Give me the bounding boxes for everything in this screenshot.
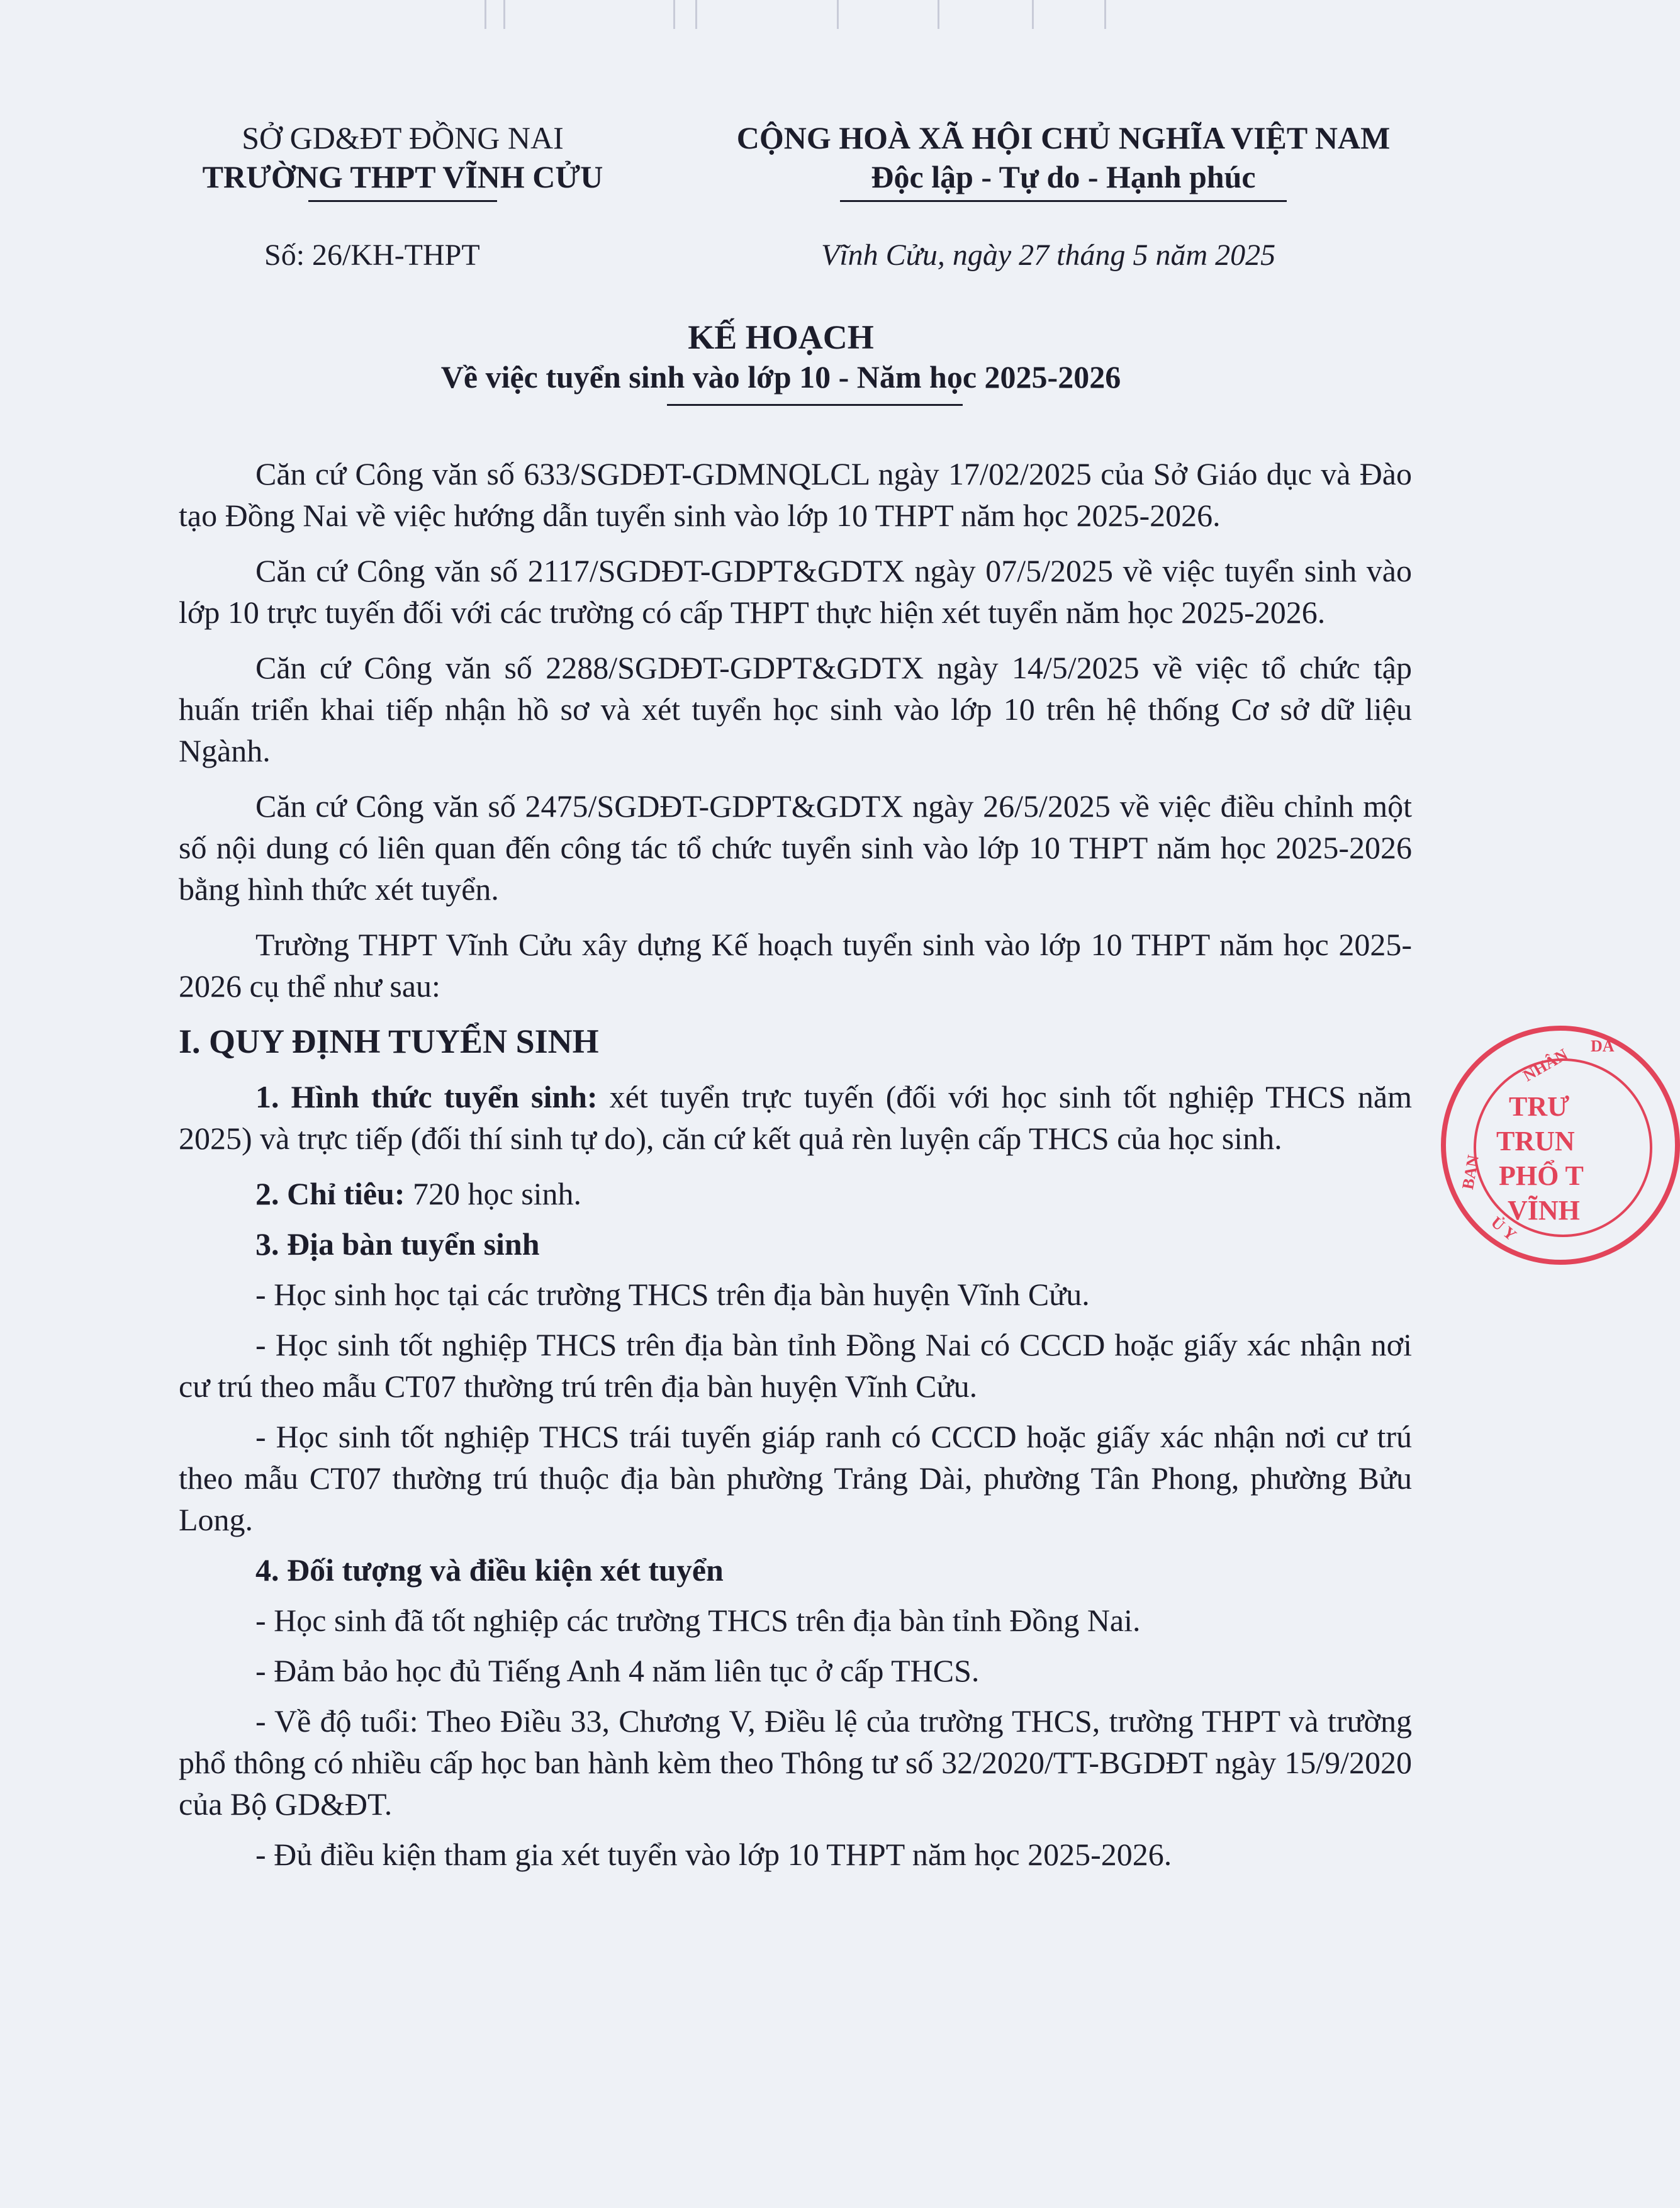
- seal-ring-text: BAN: [1458, 1153, 1483, 1191]
- eligibility-bullet: - Về độ tuổi: Theo Điều 33, Chương V, Điều lệ của trường THCS, trường THPT và trường phổ thông có nhiều cấp học ban hành kèm theo Thông tư số 32/2020/TT-BGDĐT ngày 15/9/2020 của Bộ GD&ĐT.: [179, 1703, 1412, 1822]
- document-subtitle: Về việc tuyển sinh vào lớp 10 - Năm học 2025-2026: [440, 359, 1121, 395]
- country-name: CỘNG HOÀ XÃ HỘI CHỦ NGHĨA VIỆT NAM: [736, 120, 1391, 155]
- legal-basis-3: Căn cứ Công văn số 2288/SGDĐT-GDPT&GDTX ngày 14/5/2025 về việc tổ chức tập huấn triển khai tiếp nhận hồ sơ và xét tuyển học sinh vào lớp 10 trên hệ thống Cơ sở dữ liệu Ngành.: [179, 650, 1412, 768]
- issuer-school: TRƯỜNG THPT VĨNH CỬU: [202, 159, 603, 194]
- document-body: [179, 453, 1412, 1884]
- area-bullet: - Học sinh học tại các trường THCS trên địa bàn huyện Vĩnh Cửu.: [255, 1277, 1090, 1312]
- item-admission-method: [179, 1076, 1412, 1159]
- issuer-underline: [308, 200, 497, 202]
- motto-underline: [840, 200, 1287, 202]
- item-label: 2. Chỉ tiêu:: [255, 1176, 405, 1211]
- seal-text: VĨNH: [1508, 1195, 1580, 1226]
- section-heading: I. QUY ĐỊNH TUYỂN SINH: [179, 1023, 599, 1060]
- issuer-department: SỞ GD&ĐT ĐỒNG NAI: [242, 120, 564, 155]
- subtitle-underline: [667, 404, 963, 406]
- area-bullet: - Học sinh tốt nghiệp THCS trái tuyến giáp ranh có CCCD hoặc giấy xác nhận nơi cư trú theo mẫu CT07 thường trú thuộc địa bàn phường Trảng Dài, phường Tân Phong, phường Bửu Long.: [179, 1419, 1412, 1537]
- item-quota: [179, 1173, 1412, 1214]
- seal-text: PHỔ T: [1499, 1160, 1584, 1191]
- item-text: xét tuyển trực tuyến (đối với học sinh tốt nghiệp THCS năm 2025) và trực tiếp (đối thí sinh tự do), căn cứ kết quả rèn luyện cấp THCS của học sinh.: [179, 1079, 1412, 1156]
- item-area-heading: 3. Địa bàn tuyển sinh: [255, 1226, 540, 1262]
- seal-text: TRUN: [1496, 1126, 1575, 1157]
- issuer-block: [151, 118, 654, 202]
- seal-ring-text: Ủ Y: [1487, 1213, 1520, 1245]
- eligibility-bullet: - Đủ điều kiện tham gia xét tuyển vào lớp 10 THPT năm học 2025-2026.: [255, 1837, 1172, 1872]
- item-eligibility-heading: 4. Đối tượng và điều kiện xét tuyển: [255, 1552, 724, 1588]
- national-motto-block: [680, 118, 1447, 202]
- legal-basis-1: Căn cứ Công văn số 633/SGDĐT-GDMNQLCL ngày 17/02/2025 của Sở Giáo dục và Đào tạo Đồng Nai về việc hướng dẫn tuyển sinh vào lớp 10 THPT năm học 2025-2026.: [179, 456, 1412, 533]
- eligibility-bullet: - Đảm bảo học đủ Tiếng Anh 4 năm liên tục ở cấp THCS.: [255, 1653, 980, 1688]
- item-text: 720 học sinh.: [405, 1176, 582, 1211]
- legal-basis-4: Căn cứ Công văn số 2475/SGDĐT-GDPT&GDTX ngày 26/5/2025 về việc điều chỉnh một số nội dung có liên quan đến công tác tổ chức tuyển sinh vào lớp 10 THPT năm học 2025-2026 bằng hình thức xét tuyển.: [179, 788, 1412, 907]
- seal-text: TRƯ: [1509, 1091, 1570, 1122]
- intro-paragraph: Trường THPT Vĩnh Cửu xây dựng Kế hoạch tuyển sinh vào lớp 10 THPT năm học 2025-2026 cụ thể như sau:: [179, 927, 1412, 1004]
- item-label: 1. Hình thức tuyển sinh:: [255, 1079, 598, 1114]
- legal-basis-2: Căn cứ Công văn số 2117/SGDĐT-GDPT&GDTX ngày 07/5/2025 về việc tuyển sinh vào lớp 10 trực tuyến đối với các trường có cấp THPT thực hiện xét tuyển năm học 2025-2026.: [179, 553, 1412, 630]
- document-date: Vĩnh Cửu, ngày 27 tháng 5 năm 2025: [821, 238, 1276, 272]
- seal-ring-text: DÂ: [1591, 1037, 1615, 1055]
- scan-edge-marks: [484, 0, 1114, 29]
- eligibility-bullet: - Học sinh đã tốt nghiệp các trường THCS trên địa bàn tỉnh Đồng Nai.: [255, 1603, 1141, 1638]
- official-seal: [1441, 1026, 1680, 1265]
- area-bullet: - Học sinh tốt nghiệp THCS trên địa bàn tỉnh Đồng Nai có CCCD hoặc giấy xác nhận nơi cư trú theo mẫu CT07 thường trú trên địa bàn huyện Vĩnh Cửu.: [179, 1327, 1412, 1404]
- seal-ring-text: NHÂN: [1520, 1045, 1571, 1085]
- document-number: Số: 26/KH-THPT: [264, 238, 480, 272]
- motto: Độc lập - Tự do - Hạnh phúc: [871, 159, 1256, 194]
- document-title: KẾ HOẠCH: [688, 318, 874, 356]
